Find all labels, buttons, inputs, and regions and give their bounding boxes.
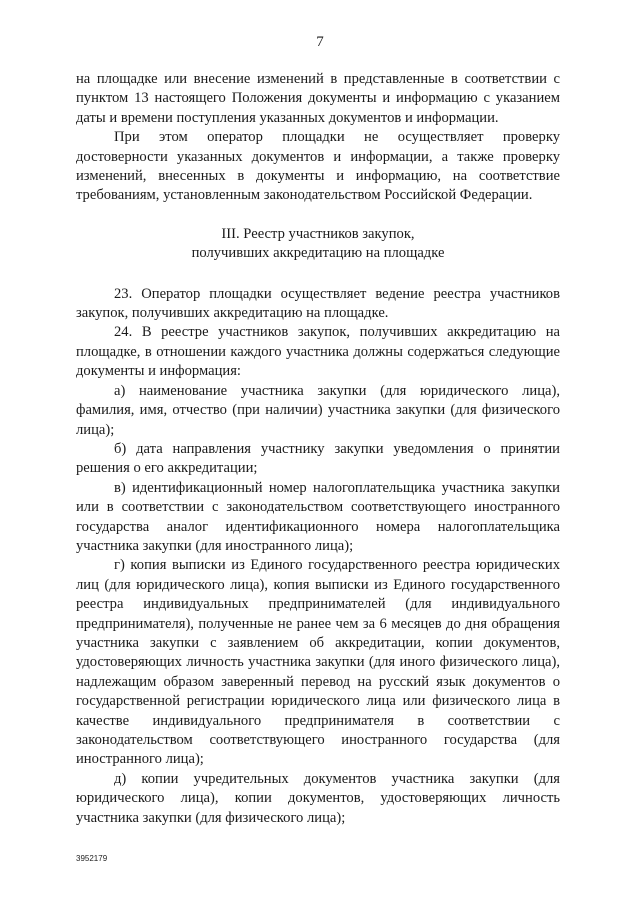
item-24: 24. В реестре участников закупок, получивших аккредитацию на площадке, в отношении каждого участника должны содержаться следующие документы и информация: [76,324,560,380]
subitem-b: б) дата направления участнику закупки уведомления о принятии решения о его аккредитации; [76,440,560,477]
section-heading-line-2: получивших аккредитацию на площадке [191,245,445,262]
subitem-d: д) копии учредительных документов участника закупки (для юридического лица), копии документов, удостоверяющих личность участника закупки (для физического лица); [76,770,560,826]
document-body [76,70,560,828]
section-heading [76,225,560,264]
subitem-a: а) наименование участника закупки (для юридического лица), фамилия, имя, отчество (при наличии) участника закупки (для физического лица); [76,382,560,438]
subitem-v: в) идентификационный номер налогоплательщика участника закупки или в соответствии с законодательством соответствующего иностранного государства аналог идентификационного номера налогоплательщика участника закупки (для иностранного лица); [76,479,560,554]
page-number: 7 [316,34,324,50]
subitem-g: г) копия выписки из Единого государственного реестра юридических лиц (для юридического лица), копия выписки из Единого государственного реестра индивидуальных предпринимателей (для индивидуального предпринимателя), полученные не ранее чем за 6 месяцев до дня обращения участника закупки с заявлением об аккредитации, копии документов, удостоверяющих личность участника закупки (для иного физического лица), надлежащим образом заверенный перевод на русский язык документов о государственной регистрации юридического лица или физического лица в качестве индивидуального предпринимателя в соответствии с законодательством соответствующего иностранного государства (для иностранного лица); [76,557,560,768]
document-code: 3952179 [76,854,108,863]
paragraph-continuation: на площадке или внесение изменений в представленные в соответствии с пунктом 13 настоящего Положения документы и информацию с указанием даты и времени поступления указанных документов и информации. [76,71,560,126]
item-23: 23. Оператор площадки осуществляет ведение реестра участников закупок, получивших аккредитацию на площадке. [76,285,560,322]
paragraph-operator-check: При этом оператор площадки не осуществляет проверку достоверности указанных документов и информации, а также проверку изменений, внесенных в документы и информацию, на соответствие требованиям, установленным законодательством Российской Федерации. [76,129,560,204]
section-heading-line-1: III. Реестр участников закупок, [221,225,415,242]
